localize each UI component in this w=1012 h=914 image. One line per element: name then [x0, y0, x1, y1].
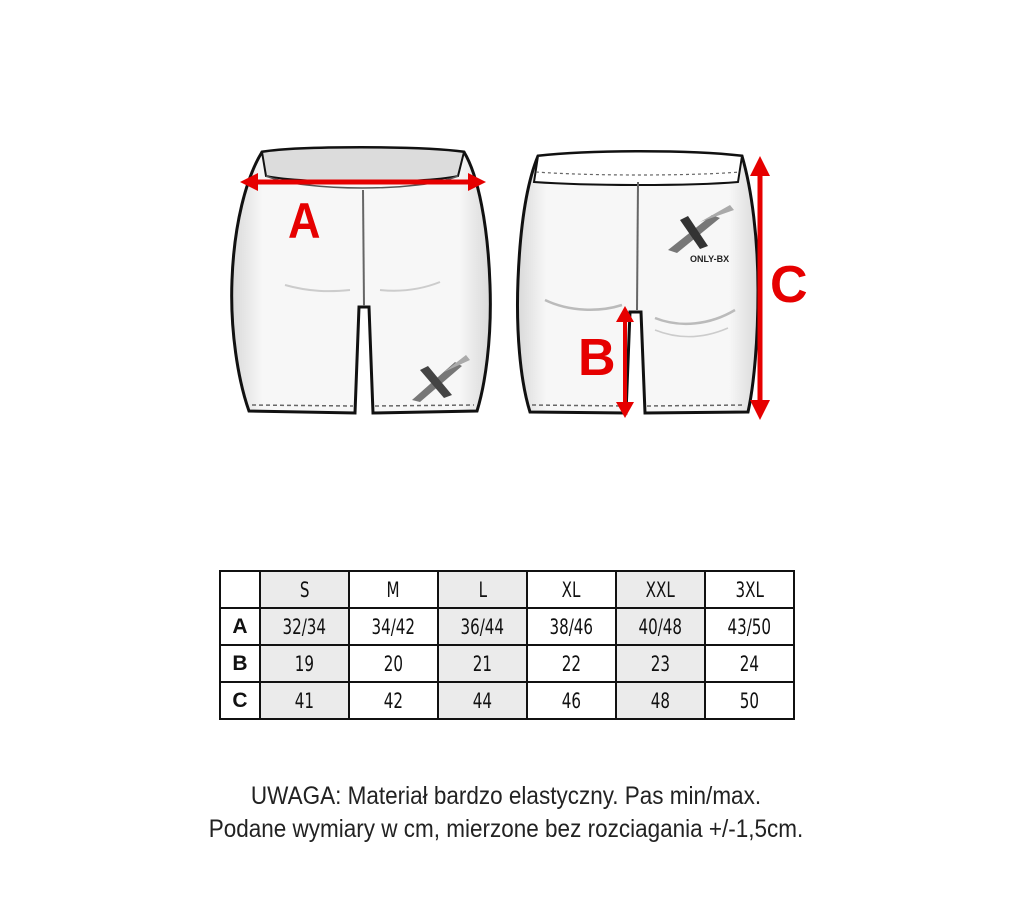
back-waistband: [534, 152, 742, 186]
table-cell: 22: [527, 645, 616, 682]
table-row: [220, 645, 794, 682]
table-cell: 40/48: [616, 608, 705, 645]
row-label: B: [220, 645, 260, 682]
measurement-note: [0, 780, 1012, 846]
table-cell: 20: [349, 645, 438, 682]
table-cell: 19: [260, 645, 349, 682]
table-cell: 23: [616, 645, 705, 682]
front-waistband: [262, 148, 464, 183]
label-a: A: [288, 193, 321, 250]
size-chart-table: [219, 570, 795, 720]
table-row: [220, 608, 794, 645]
table-cell: 41: [260, 682, 349, 719]
size-header: S: [260, 571, 349, 608]
table-cell: 34/42: [349, 608, 438, 645]
note-line-1: UWAGA: Materiał bardzo elastyczny. Pas min/max.: [250, 782, 762, 810]
table-cell: 36/44: [438, 608, 527, 645]
table-cell: 42: [349, 682, 438, 719]
logo-text: ONLY-BX: [690, 254, 730, 264]
table-cell: 24: [705, 645, 794, 682]
row-label: A: [220, 608, 260, 645]
row-label: C: [220, 682, 260, 719]
table-cell: 46: [527, 682, 616, 719]
shorts-diagram: [0, 0, 1012, 440]
size-header: XL: [527, 571, 616, 608]
table-cell: 43/50: [705, 608, 794, 645]
shorts-back-view: [518, 152, 759, 414]
size-header: L: [438, 571, 527, 608]
table-cell: 44: [438, 682, 527, 719]
table-cell: 38/46: [527, 608, 616, 645]
label-c: C: [770, 256, 808, 314]
table-cell: 48: [616, 682, 705, 719]
size-header: M: [349, 571, 438, 608]
table-cell: 21: [438, 645, 527, 682]
note-line-2: Podane wymiary w cm, mierzone bez rozciagania +/-1,5cm.: [208, 815, 804, 843]
table-row: [220, 682, 794, 719]
table-header-row: [220, 571, 794, 608]
corner-cell: [220, 571, 260, 608]
table-cell: 50: [705, 682, 794, 719]
shorts-front-view: [232, 148, 491, 414]
size-header: 3XL: [705, 571, 794, 608]
label-b: B: [578, 329, 616, 387]
size-header: XXL: [616, 571, 705, 608]
table-cell: 32/34: [260, 608, 349, 645]
